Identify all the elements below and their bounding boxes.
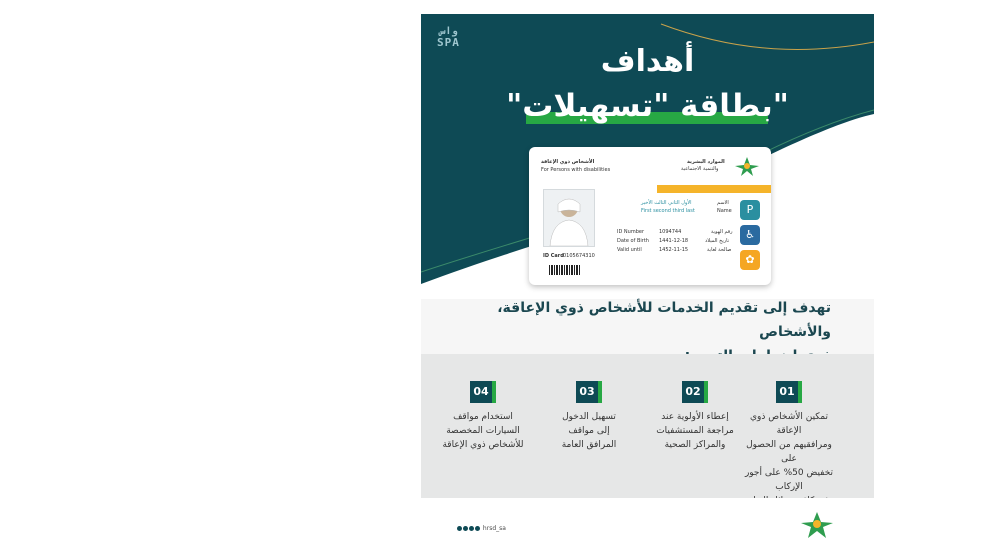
goal-text: تمكين الأشخاص ذوي الإعاقة ومرافقيهم من الحصول على تخفيض 50% على أجور الإركاب: [744, 412, 834, 492]
goal-text: إعطاء الأولوية عند مراجعة المستشفيات والمراكز الصحية: [656, 412, 734, 450]
goal-text: استخدام مواقف السيارات المخصصة للأشخاص ذوي الإعاقة: [442, 412, 524, 450]
cardholder-photo: [543, 189, 595, 247]
wheelchair-icon: ♿: [740, 225, 760, 245]
idcard-label: ID Card: [543, 253, 564, 259]
intro-text: تهدف إلى تقديم الخدمات للأشخاص ذوي الإعاقة، والأشخاص: [497, 300, 831, 340]
name-label-ar: الاسم: [717, 200, 729, 206]
youtube-icon[interactable]: [475, 526, 480, 531]
goal-number: 01: [776, 381, 802, 403]
puzzle-icon: ✿: [740, 250, 760, 270]
person-icon: [544, 190, 594, 246]
card-category-ar: الأشخاص ذوي الإعاقة: [541, 159, 595, 165]
valid-label-ar: صالحة لغاية: [707, 247, 732, 253]
goal-number: 03: [576, 381, 602, 403]
id-value: 1094744: [659, 229, 682, 235]
goal-item-03: [541, 380, 637, 452]
valid-label-en: Valid until: [617, 247, 642, 253]
page-subtitle: "بطاقة "تسهيلات": [506, 88, 789, 124]
valid-value: 1452-11-15: [659, 247, 689, 253]
idcard-value: 0105674310: [563, 253, 595, 259]
goal-item-01: [741, 380, 837, 508]
dob-value: 1441-12-18: [659, 238, 689, 244]
facebook-icon[interactable]: [469, 526, 474, 531]
dob-label-ar: تاريخ الميلاد: [705, 238, 730, 244]
goal-item-04: [435, 380, 531, 452]
facilitation-card: [529, 147, 771, 285]
ministry-name-2: والتنمية الاجتماعية: [681, 166, 719, 172]
ministry-logo-icon: [733, 155, 761, 177]
goal-item-02: [647, 380, 743, 452]
name-value-ar: الأول الثاني الثالث الأخير: [641, 200, 692, 206]
header-panel: [421, 14, 874, 299]
goal-text: تسهيل الدخول إلى مواقف المرافق العامة: [561, 412, 617, 450]
page-title: أهداف: [600, 44, 695, 79]
twitter-icon[interactable]: [457, 526, 462, 531]
barcode: [549, 265, 581, 275]
spa-logo: واس SPA: [437, 26, 460, 49]
name-value-en: First second third last: [641, 208, 695, 214]
ministry-name-1: الموارد البشرية: [687, 159, 725, 165]
card-accent-bar: [657, 185, 771, 193]
id-label-en: ID Number: [617, 229, 644, 235]
card-category-en: For Persons with disabilities: [541, 167, 611, 173]
name-label-en: Name: [717, 208, 732, 214]
parking-icon: P: [740, 200, 760, 220]
social-handle[interactable]: hrsd_sa: [482, 525, 506, 532]
goal-number: 02: [682, 381, 708, 403]
social-links: [457, 525, 506, 532]
ministry-logo-icon: [799, 510, 835, 540]
goal-number: 04: [470, 381, 496, 403]
dob-label-en: Date of Birth: [617, 238, 649, 244]
id-label-ar: رقم الهوية: [711, 229, 733, 235]
infographic-poster: [421, 14, 874, 558]
instagram-icon[interactable]: [463, 526, 468, 531]
